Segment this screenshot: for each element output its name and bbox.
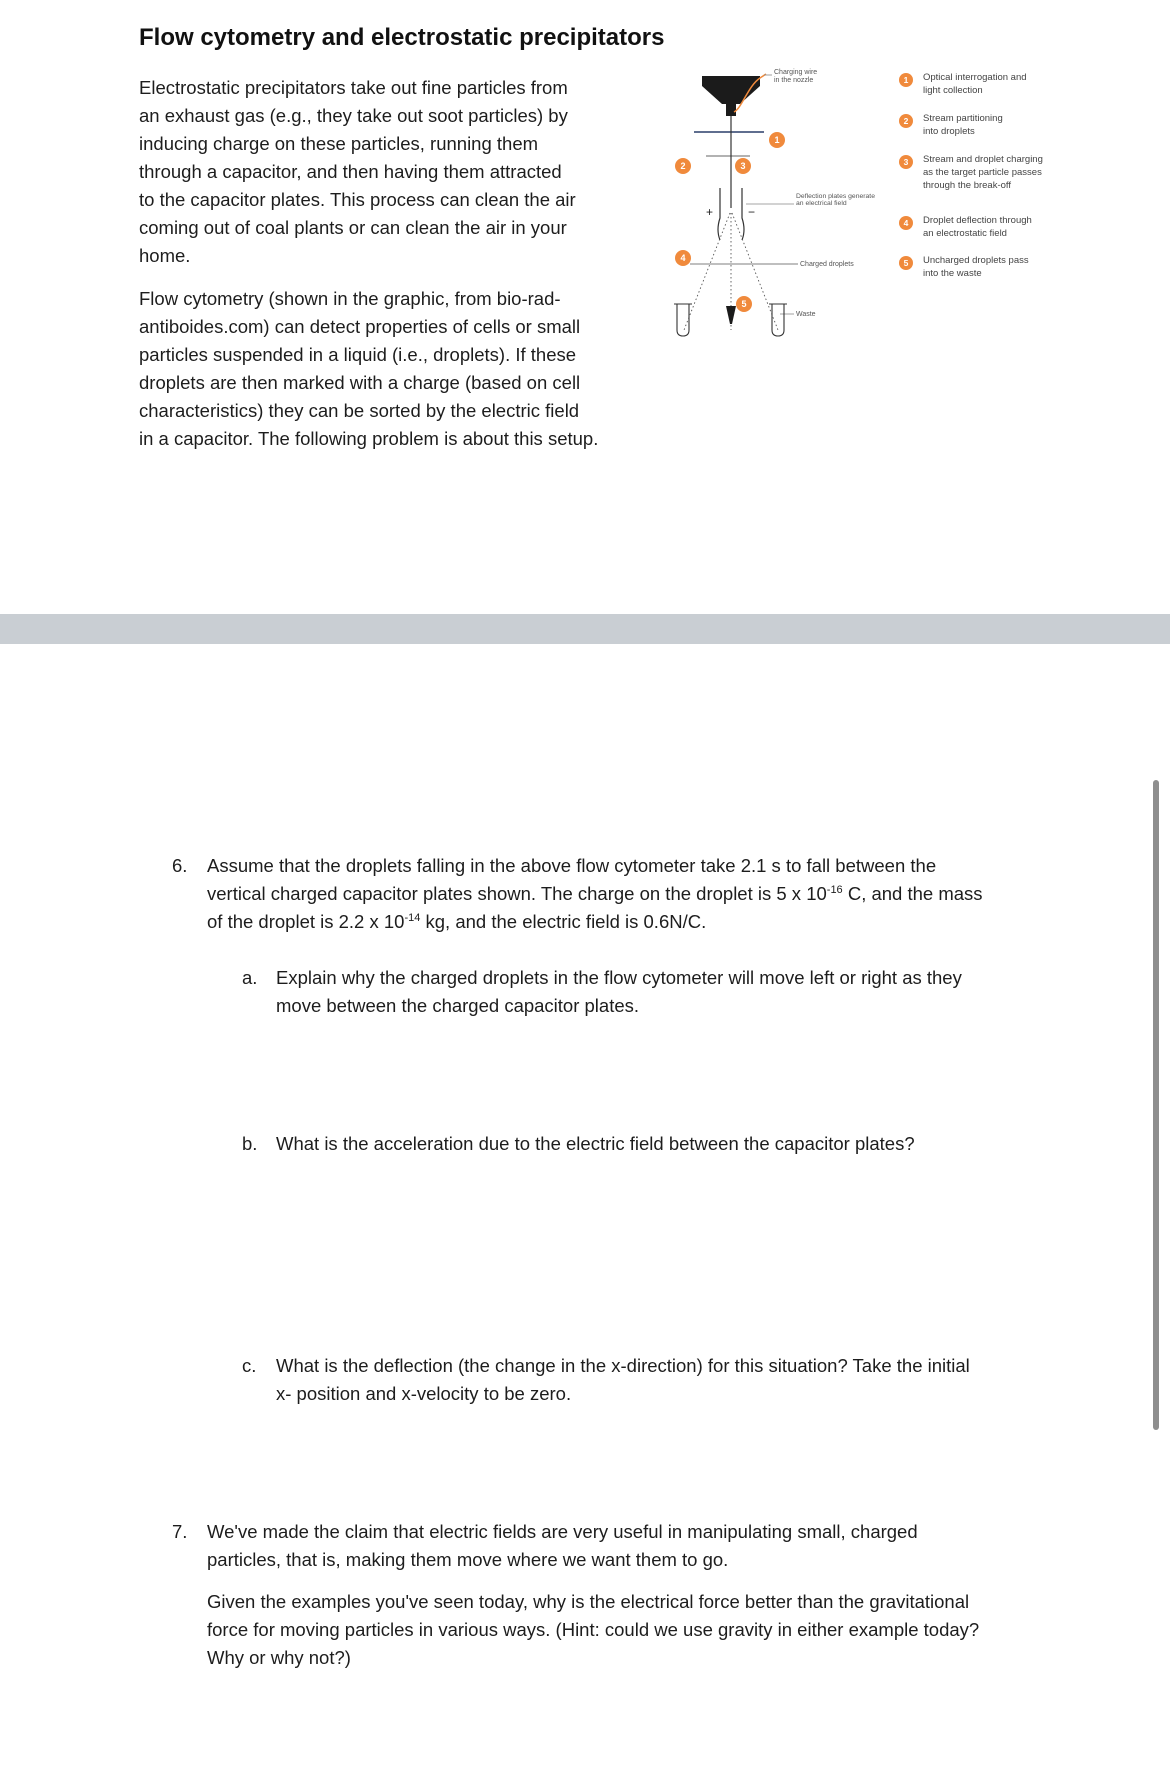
question-7-prompt bbox=[207, 1588, 1067, 1672]
right-deflection-plate bbox=[742, 188, 744, 240]
charging-wire-label: Charging wire bbox=[774, 69, 818, 76]
text-line: Given the examples you've seen today, why is the electrical force better than the gravitational bbox=[207, 1591, 970, 1612]
text-line: of the droplet is 2.2 x $10^{-14}$ kg, and the electric field is 0.6N/C. bbox=[207, 911, 707, 932]
question-6c-label: c. bbox=[242, 1355, 257, 1376]
flow-cytometer-diagram bbox=[660, 68, 1080, 408]
badge-2-num: 2 bbox=[680, 161, 686, 171]
text-line: Explain why the charged droplets in the flow cytometer will move left or right as they bbox=[276, 967, 962, 988]
minus-sign: − bbox=[748, 205, 756, 219]
deflection-plates-label: Deflection plates generate bbox=[796, 193, 875, 200]
right-droplet-path bbox=[732, 213, 778, 330]
page-separator bbox=[0, 614, 1170, 644]
question-6b-text: What is the acceleration due to the electric field between the capacitor plates? bbox=[276, 1133, 915, 1154]
vertical-scrollbar[interactable] bbox=[1153, 780, 1159, 1430]
svg-text:2: 2 bbox=[903, 116, 909, 126]
question-6-text bbox=[207, 852, 1067, 936]
svg-text:light collection: light collection bbox=[923, 85, 983, 96]
legend-item-5 bbox=[899, 255, 1029, 279]
charged-droplets-label: Charged droplets bbox=[800, 261, 854, 268]
svg-text:5: 5 bbox=[903, 258, 909, 268]
question-6c-text bbox=[276, 1352, 1076, 1408]
text-line: home. bbox=[139, 245, 191, 266]
text-line: an exhaust gas (e.g., they take out soot particles) by bbox=[139, 105, 568, 126]
svg-text:into droplets: into droplets bbox=[923, 126, 975, 137]
svg-text:Droplet deflection through: Droplet deflection through bbox=[923, 215, 1032, 226]
badge-3-num: 3 bbox=[740, 161, 746, 171]
charging-wire-label: in the nozzle bbox=[774, 77, 814, 84]
question-7-number: 7. bbox=[172, 1521, 188, 1542]
left-deflection-plate bbox=[718, 188, 720, 240]
waste-funnel bbox=[726, 306, 736, 324]
text-line: x- position and x-velocity to be zero. bbox=[276, 1383, 572, 1404]
text-line: droplets are then marked with a charge (based on cell bbox=[139, 372, 581, 393]
svg-text:Uncharged droplets pass: Uncharged droplets pass bbox=[923, 255, 1029, 266]
svg-text:an electrostatic field: an electrostatic field bbox=[923, 228, 1007, 239]
text-line: inducing charge on these particles, running them bbox=[139, 133, 539, 154]
text-line: We've made the claim that electric fields are very useful in manipulating small, charged bbox=[207, 1521, 918, 1542]
text-line: in a capacitor. The following problem is about this setup. bbox=[139, 428, 599, 449]
worksheet-page-1 bbox=[0, 0, 1170, 612]
question-6-number: 6. bbox=[172, 855, 188, 876]
text-line: Assume that the droplets falling in the above flow cytometer take 2.1 s to fall between the bbox=[207, 855, 937, 876]
svg-text:as the target particle passes: as the target particle passes bbox=[923, 167, 1042, 178]
nozzle-tip bbox=[726, 104, 736, 116]
text-line: force for moving particles in various ways. (Hint: could we use gravity in either example today? bbox=[207, 1619, 980, 1640]
intro-paragraph-flow-cytometry bbox=[139, 285, 639, 453]
text-line: What is the deflection (the change in the x-direction) for this situation? Take the initial bbox=[276, 1355, 970, 1376]
text-line: characteristics) they can be sorted by the electric field bbox=[139, 400, 580, 421]
text-line: Electrostatic precipitators take out fine particles from bbox=[139, 77, 568, 98]
svg-text:into the waste: into the waste bbox=[923, 268, 982, 279]
text-line: Why or why not?) bbox=[207, 1647, 351, 1668]
badge-4-num: 4 bbox=[680, 253, 686, 263]
question-6a-label: a. bbox=[242, 967, 258, 988]
legend-item-1 bbox=[899, 72, 1027, 96]
svg-text:through the break-off: through the break-off bbox=[923, 180, 1012, 191]
legend-item-2 bbox=[899, 113, 1003, 137]
text-line: antiboides.com) can detect properties of cells or small bbox=[139, 316, 581, 337]
page-title: Flow cytometry and electrostatic precipitators bbox=[139, 24, 665, 51]
text-line: move between the charged capacitor plates. bbox=[276, 995, 640, 1016]
svg-text:4: 4 bbox=[903, 218, 909, 228]
svg-text:Stream partitioning: Stream partitioning bbox=[923, 113, 1003, 124]
svg-text:3: 3 bbox=[903, 157, 909, 167]
text-line: coming out of coal plants or can clean the air in your bbox=[139, 217, 567, 238]
legend-item-3 bbox=[899, 154, 1043, 191]
waste-label: Waste bbox=[796, 311, 816, 318]
text-line: particles suspended in a liquid (i.e., droplets). If these bbox=[139, 344, 577, 365]
question-6a-text bbox=[276, 964, 1076, 1020]
left-droplet-path bbox=[684, 213, 730, 330]
intro-paragraph-precipitators bbox=[139, 74, 639, 270]
plus-sign: + bbox=[706, 205, 714, 219]
deflection-plates-label: an electrical field bbox=[796, 200, 847, 207]
nozzle-shape bbox=[702, 76, 760, 104]
question-6b-label: b. bbox=[242, 1133, 258, 1154]
svg-text:Optical interrogation and: Optical interrogation and bbox=[923, 72, 1027, 83]
text-line: through a capacitor, and then having them attracted bbox=[139, 161, 562, 182]
legend-item-4 bbox=[899, 215, 1032, 239]
text-line: Flow cytometry (shown in the graphic, from bio-rad- bbox=[139, 288, 561, 309]
text-line: to the capacitor plates. This process can clean the air bbox=[139, 189, 576, 210]
left-collection-tube bbox=[677, 304, 689, 336]
text-line: vertical charged capacitor plates shown. The charge on the droplet is 5 x $10^{-16}$ C, and the mass bbox=[207, 883, 983, 904]
text-line: particles, that is, making them move where we want them to go. bbox=[207, 1549, 729, 1570]
svg-text:1: 1 bbox=[903, 75, 909, 85]
badge-5-num: 5 bbox=[741, 299, 747, 309]
right-collection-tube bbox=[772, 304, 784, 336]
svg-text:Stream and droplet charging: Stream and droplet charging bbox=[923, 154, 1043, 165]
question-7-claim bbox=[207, 1518, 1067, 1574]
badge-1-num: 1 bbox=[774, 135, 780, 145]
